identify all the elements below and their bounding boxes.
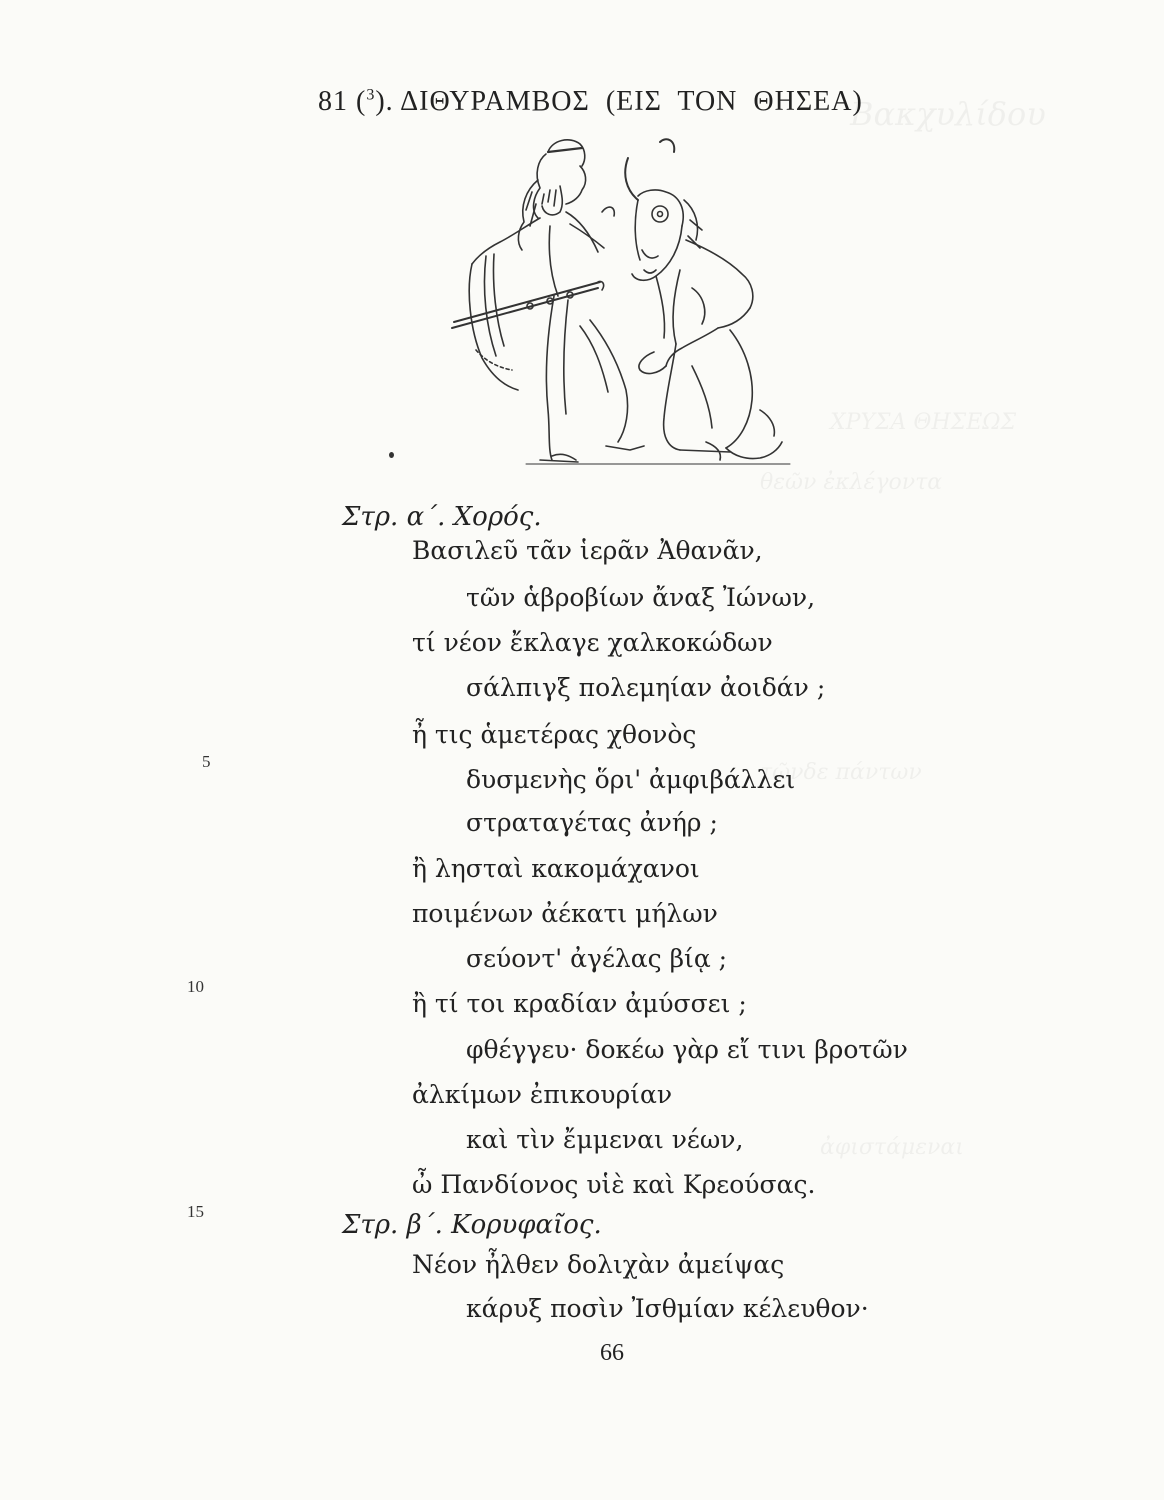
verse-line: ἦ τις ἁμετέρας χθονὸς bbox=[412, 720, 697, 749]
ink-speck bbox=[389, 452, 394, 458]
verse-line: ἀλκίμων ἐπικουρίαν bbox=[412, 1080, 673, 1109]
title-superscript: 3 bbox=[366, 86, 376, 104]
verse-line: στραταγέτας ἀνήρ ; bbox=[466, 808, 718, 837]
verse-line: δυσμενὴς ὅρι' ἀμφιβάλλει bbox=[466, 765, 796, 794]
verse-line: φθέγγευ· δοκέω γὰρ εἴ τινι βροτῶν bbox=[466, 1035, 908, 1064]
title-text: ). ΔΙΘΥΡΑΜΒΟΣ (ΕΙΣ ΤΟΝ ΘΗΣΕΑ) bbox=[375, 86, 863, 117]
verse-line: κάρυξ ποσὶν Ἰσθμίαν κέλευθον· bbox=[466, 1294, 869, 1323]
verse-line: ἢ λησταὶ κακομάχανοι bbox=[412, 854, 700, 883]
page-number: 66 bbox=[600, 1340, 624, 1366]
verse-line: καὶ τὶν ἔμμεναι νέων, bbox=[466, 1125, 744, 1154]
verse-line: σάλπιγξ πολεμηίαν ἀοιδάν ; bbox=[466, 673, 826, 702]
title-number: 81 ( bbox=[318, 86, 367, 117]
verse-line: τί νέον ἔκλαγε χαλκοκώδων bbox=[412, 628, 773, 657]
verse-line: ποιμένων ἀέκατι μήλων bbox=[412, 899, 718, 928]
section-heading-strophe-b: Στρ. β΄. Κορυφαῖος. bbox=[342, 1210, 602, 1240]
page-title bbox=[318, 86, 863, 118]
verse-line: σεύοντ' ἀγέλας βίᾳ ; bbox=[466, 944, 728, 973]
line-number: 10 bbox=[187, 977, 204, 996]
verse-line: ἢ τί τοι κραδίαν ἀμύσσει ; bbox=[412, 989, 747, 1018]
verse-line: ὦ Πανδίονος υἱὲ καὶ Κρεούσας. bbox=[412, 1170, 816, 1199]
line-number: 15 bbox=[187, 1202, 204, 1221]
verse-line: τῶν ἁβροβίων ἄναξ Ἰώνων, bbox=[466, 583, 816, 612]
section-heading-strophe-a: Στρ. α΄. Χορός. bbox=[342, 502, 542, 532]
theseus-minotaur-illustration bbox=[430, 130, 820, 475]
verse-line: Νέον ἦλθεν δολιχὰν ἀμείψας bbox=[412, 1250, 785, 1279]
line-number: 5 bbox=[202, 752, 211, 771]
verse-line: Βασιλεῦ τᾶν ἱερᾶν Ἀθανᾶν, bbox=[412, 536, 763, 565]
